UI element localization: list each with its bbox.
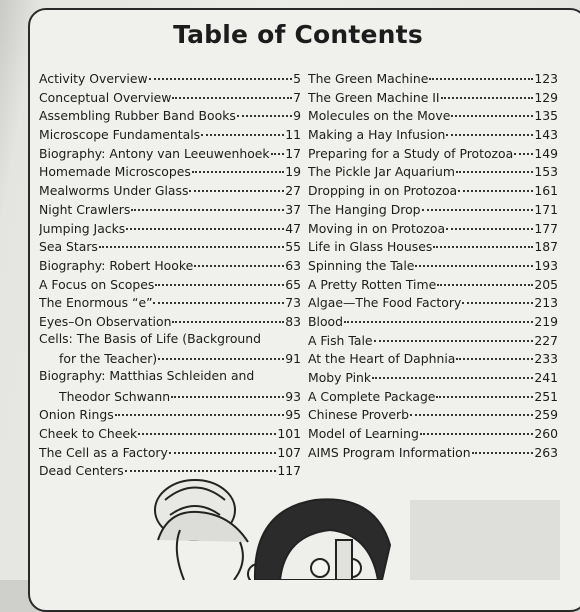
toc-entry-page: 260 <box>534 426 558 442</box>
toc-entry-title: Chinese Proverb <box>308 407 410 423</box>
toc-entry-page: 143 <box>534 127 558 143</box>
dot-leader <box>172 312 284 323</box>
toc-entry[interactable] <box>39 368 301 405</box>
toc-entry-page: 129 <box>534 89 558 105</box>
toc-entry[interactable] <box>39 69 301 88</box>
toc-entry-title: Spinning the Tale <box>308 257 415 273</box>
toc-entry-title: The Hanging Drop <box>308 201 421 217</box>
toc-entry[interactable] <box>308 424 558 443</box>
toc-entry-title: Homemade Microscopes <box>39 164 191 180</box>
toc-entry-page: 251 <box>534 388 558 404</box>
toc-entry-page: 177 <box>534 220 558 236</box>
toc-entry-page: 117 <box>277 463 301 479</box>
toc-entry-page: 63 <box>285 257 301 273</box>
toc-entry[interactable] <box>39 106 301 125</box>
toc-entry[interactable] <box>39 200 301 219</box>
dot-leader <box>115 405 285 416</box>
toc-entry[interactable] <box>39 275 301 294</box>
toc-entry-title-continued: Theodor Schwann <box>59 388 171 404</box>
toc-entry[interactable] <box>308 275 558 294</box>
toc-entry-title: Assembling Rubber Band Books <box>39 108 236 124</box>
toc-entry-title: Preparing for a Study of Protozoa <box>308 145 514 161</box>
dot-leader <box>429 69 533 80</box>
toc-entry-page: 187 <box>534 239 558 255</box>
toc-entry-title: Conceptual Overview <box>39 89 172 105</box>
dot-leader <box>194 256 284 267</box>
toc-entry-page: 47 <box>285 220 301 236</box>
toc-entry[interactable] <box>39 293 301 312</box>
toc-entry[interactable] <box>308 219 558 238</box>
toc-entry-title-continued: for the Teacher) <box>59 351 158 367</box>
toc-entry-title: Dropping in on Protozoa <box>308 183 458 199</box>
toc-entry-title: Onion Rings <box>39 407 114 423</box>
toc-entry-title: Biography: Antony van Leeuwenhoek <box>39 145 270 161</box>
dot-leader <box>189 181 284 192</box>
dot-leader <box>153 293 284 304</box>
toc-entry-page: 219 <box>534 313 558 329</box>
dot-leader <box>458 181 533 192</box>
toc-entry-title: Model of Learning <box>308 426 419 442</box>
dot-leader <box>237 106 292 117</box>
dot-leader <box>446 219 533 230</box>
dot-leader <box>192 162 284 173</box>
toc-entry-title: A Focus on Scopes <box>39 276 155 292</box>
toc-entry-page: 107 <box>277 444 301 460</box>
dot-leader <box>99 237 284 248</box>
toc-column-left <box>39 69 301 480</box>
toc-entry-page: 19 <box>285 164 301 180</box>
dot-leader <box>138 424 276 435</box>
toc-entry[interactable] <box>308 387 558 406</box>
dot-leader <box>451 106 533 117</box>
dot-leader <box>462 293 533 304</box>
toc-entry-page: 17 <box>285 145 301 161</box>
dot-leader <box>415 256 533 267</box>
toc-entry[interactable] <box>308 106 558 125</box>
toc-entry-title: Cheek to Cheek <box>39 426 138 442</box>
toc-entry-title: A Fish Tale <box>308 332 373 348</box>
toc-entry[interactable] <box>308 293 558 312</box>
toc-entry[interactable] <box>308 125 558 144</box>
illustration-icon <box>120 470 580 580</box>
dot-leader <box>456 349 533 360</box>
toc-entry[interactable] <box>308 237 558 256</box>
dot-leader <box>126 219 284 230</box>
toc-entry-title: Activity Overview <box>39 71 148 86</box>
toc-entry[interactable] <box>39 405 301 424</box>
toc-entry[interactable] <box>308 88 558 107</box>
toc-entry[interactable] <box>39 144 301 163</box>
toc-entry-page: 135 <box>534 108 558 124</box>
toc-entry-page: 37 <box>285 201 301 217</box>
dot-leader <box>441 88 534 99</box>
dot-leader <box>169 443 276 454</box>
toc-entry[interactable] <box>39 237 301 256</box>
toc-entry-title: Microscope Fundamentals <box>39 127 201 143</box>
toc-entry-page: 161 <box>534 183 558 199</box>
dot-leader <box>422 200 534 211</box>
toc-entry[interactable] <box>308 443 558 462</box>
toc-entry[interactable] <box>308 181 558 200</box>
toc-entry[interactable] <box>308 200 558 219</box>
toc-entry[interactable] <box>308 256 558 275</box>
dot-leader <box>158 346 284 360</box>
toc-entry-page: 7 <box>293 89 301 105</box>
dot-leader <box>344 312 533 323</box>
dot-leader <box>436 387 533 398</box>
toc-entry-title: Moving in on Protozoa <box>308 220 446 236</box>
toc-entry[interactable] <box>308 349 558 368</box>
dot-leader <box>420 424 534 435</box>
toc-column-right <box>308 69 558 461</box>
dot-leader <box>446 125 533 136</box>
toc-entry-title: Making a Hay Infusion <box>308 127 446 143</box>
toc-entry-title: The Green Machine <box>308 71 429 86</box>
toc-entry-page: 193 <box>534 257 558 273</box>
toc-entry-title: Life in Glass Houses <box>308 239 433 255</box>
toc-entry-title: A Pretty Rotten Time <box>308 276 437 292</box>
toc-entry-title: Moby Pink <box>308 370 372 385</box>
toc-entry-title: Algae—The Food Factory <box>308 295 462 311</box>
toc-entry[interactable] <box>308 312 558 331</box>
toc-entry-page: 153 <box>534 164 558 180</box>
toc-entry[interactable] <box>308 368 558 387</box>
toc-entry[interactable] <box>308 405 558 424</box>
toc-entry-title: At the Heart of Daphnia <box>308 351 456 367</box>
dot-leader <box>171 384 284 398</box>
dot-leader <box>433 237 533 248</box>
toc-entry[interactable] <box>39 125 301 144</box>
toc-entry-title: Blood <box>308 313 343 329</box>
toc-entry[interactable] <box>39 312 301 331</box>
toc-entry-page: 93 <box>285 388 301 404</box>
dot-leader <box>271 144 285 155</box>
dot-leader <box>201 125 284 136</box>
dot-leader <box>172 88 292 99</box>
toc-entry-title: The Enormous “e” <box>39 295 153 311</box>
toc-entry-title: Eyes–On Observation <box>39 313 172 329</box>
toc-entry-page: 241 <box>534 370 558 385</box>
dot-leader <box>437 275 533 286</box>
toc-entry-title: The Green Machine II <box>308 89 440 105</box>
toc-entry[interactable] <box>39 424 301 443</box>
toc-entry-page: 213 <box>534 295 558 311</box>
toc-entry-page: 149 <box>534 145 558 161</box>
page-title: Table of Contents <box>173 20 423 49</box>
toc-entry-title: Biography: Robert Hooke <box>39 257 194 273</box>
toc-entry-title: Molecules on the Move <box>308 108 451 124</box>
dot-leader <box>374 331 534 342</box>
toc-entry-title: AIMS Program Information <box>308 444 471 460</box>
toc-entry[interactable] <box>39 256 301 275</box>
dot-leader <box>149 69 292 80</box>
toc-entry-page: 9 <box>293 108 301 124</box>
toc-entry[interactable] <box>39 219 301 238</box>
toc-entry[interactable] <box>308 331 558 350</box>
toc-entry[interactable] <box>308 162 558 181</box>
dot-leader <box>372 368 533 379</box>
toc-entry-title: Dead Centers <box>39 463 124 479</box>
toc-entry-title: The Pickle Jar Aquarium <box>308 164 455 180</box>
toc-entry[interactable] <box>39 331 301 368</box>
toc-entry-page: 233 <box>534 351 558 367</box>
toc-entry-title: The Cell as a Factory <box>39 444 168 460</box>
dot-leader <box>456 162 533 173</box>
toc-entry-page: 73 <box>285 295 301 311</box>
toc-entry-title: Biography: Matthias Schleiden and <box>39 368 255 383</box>
dot-leader <box>514 144 533 155</box>
dot-leader <box>155 275 284 286</box>
toc-entry-title: A Complete Package <box>308 388 436 404</box>
toc-entry[interactable] <box>39 443 301 462</box>
toc-entry[interactable] <box>308 144 558 163</box>
toc-entry-page: 55 <box>285 239 301 255</box>
toc-entry-page: 65 <box>285 276 301 292</box>
toc-entry-page: 259 <box>534 407 558 423</box>
toc-entry-page: 27 <box>285 183 301 199</box>
toc-entry-page: 171 <box>534 201 558 217</box>
toc-entry[interactable] <box>308 69 558 88</box>
toc-entry-title: Cells: The Basis of Life (Background <box>39 330 262 346</box>
dot-leader <box>131 200 284 211</box>
toc-entry-page: 205 <box>534 276 558 292</box>
toc-entry[interactable] <box>39 162 301 181</box>
toc-entry[interactable] <box>39 181 301 200</box>
toc-entry-title: Sea Stars <box>39 239 98 255</box>
toc-entry-page: 11 <box>285 127 301 143</box>
toc-entry-page: 263 <box>534 444 558 460</box>
toc-entry-page: 227 <box>534 332 558 348</box>
toc-entry-title: Jumping Jacks <box>39 220 126 236</box>
toc-entry-page: 83 <box>285 313 301 329</box>
toc-entry-page: 5 <box>293 71 301 86</box>
toc-entry[interactable] <box>39 88 301 107</box>
toc-entry-page: 101 <box>277 426 301 442</box>
toc-entry-page: 123 <box>534 71 558 86</box>
dot-leader <box>410 405 533 416</box>
toc-entry-title: Night Crawlers <box>39 201 131 217</box>
toc-entry-page: 95 <box>285 407 301 423</box>
toc-entry-title: Mealworms Under Glass <box>39 183 189 199</box>
toc-entry-page: 91 <box>285 351 301 367</box>
dot-leader <box>472 443 534 454</box>
